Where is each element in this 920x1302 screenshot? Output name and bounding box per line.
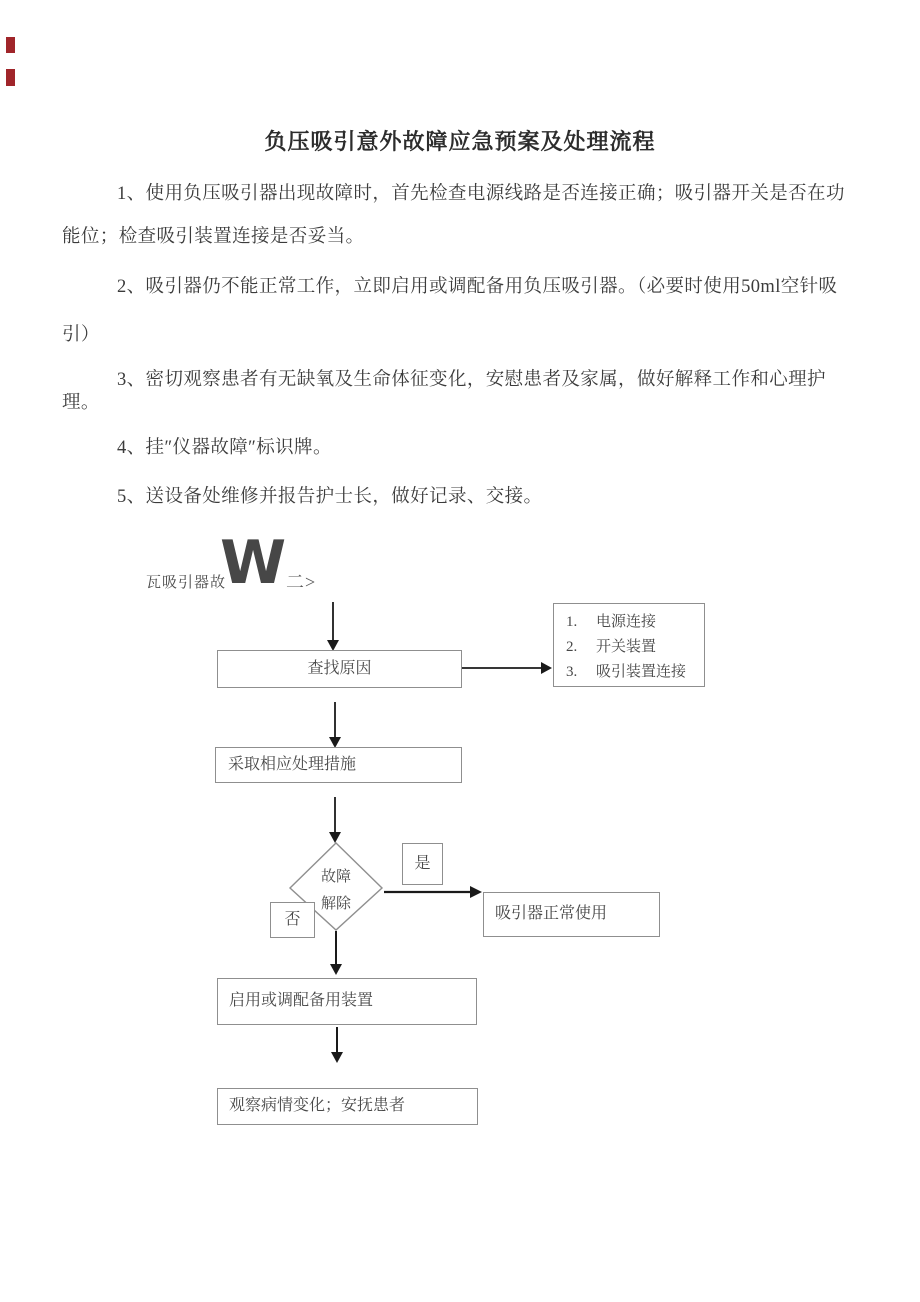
node-checklist bbox=[553, 603, 705, 687]
arrow-right-icon bbox=[541, 662, 552, 674]
yes-label-box: 是 bbox=[402, 843, 443, 885]
arrow-right-icon bbox=[470, 886, 482, 898]
flow-start-label: 瓦吸引器故 bbox=[146, 575, 227, 591]
body-line: 理。 bbox=[62, 393, 100, 413]
no-label-box: 否 bbox=[270, 902, 315, 938]
node-take-measures: 采取相应处理措施 bbox=[215, 747, 462, 783]
checklist-item-label: 开关装置 bbox=[596, 639, 657, 655]
flow-start-w-glyph: W bbox=[220, 528, 287, 598]
checklist-item-label: 吸引装置连接 bbox=[596, 664, 687, 680]
page-title: 负压吸引意外故障应急预案及处理流程 bbox=[264, 129, 656, 154]
checklist-item bbox=[566, 635, 704, 660]
arrow-down-icon bbox=[330, 964, 342, 975]
checklist-item-label: 电源连接 bbox=[596, 614, 657, 630]
body-line: 4、挂″仪器故障″标识牌。 bbox=[117, 438, 332, 458]
body-line: 5、送设备处维修并报告护士长，做好记录、交接。 bbox=[117, 487, 543, 507]
checklist-item-number: 1. bbox=[566, 614, 578, 630]
checklist-item-number: 2. bbox=[566, 639, 578, 655]
checklist-item-number: 3. bbox=[566, 664, 578, 680]
body-line: 3、密切观察患者有无缺氧及生命体征变化，安慰患者及家属，做好解释工作和心理护 bbox=[117, 370, 826, 390]
decision-line-2: 解除 bbox=[320, 896, 351, 912]
node-backup-device: 启用或调配备用装置 bbox=[217, 978, 477, 1025]
body-line: 1、使用负压吸引器出现故障时，首先检查电源线路是否连接正确；吸引器开关是否在功 bbox=[117, 184, 845, 204]
flow-start-arrow-glyph: 二> bbox=[286, 572, 317, 592]
body-line: 2、吸引器仍不能正常工作，立即启用或调配备用负压吸引器。（必要时使用50ml空针吸 bbox=[117, 277, 838, 297]
node-normal-use: 吸引器正常使用 bbox=[483, 892, 660, 937]
arrow-down-icon bbox=[329, 832, 341, 843]
checklist-item bbox=[566, 610, 704, 635]
node-observe-patient: 观察病情变化；安抚患者 bbox=[217, 1088, 478, 1125]
node-find-cause: 查找原因 bbox=[217, 650, 462, 688]
checklist-item bbox=[566, 660, 704, 685]
decision-line-1: 故障 bbox=[320, 869, 351, 885]
arrow-down-icon bbox=[331, 1052, 343, 1063]
body-line: 引） bbox=[62, 325, 100, 345]
body-line: 能位；检查吸引装置连接是否妥当。 bbox=[62, 227, 365, 247]
